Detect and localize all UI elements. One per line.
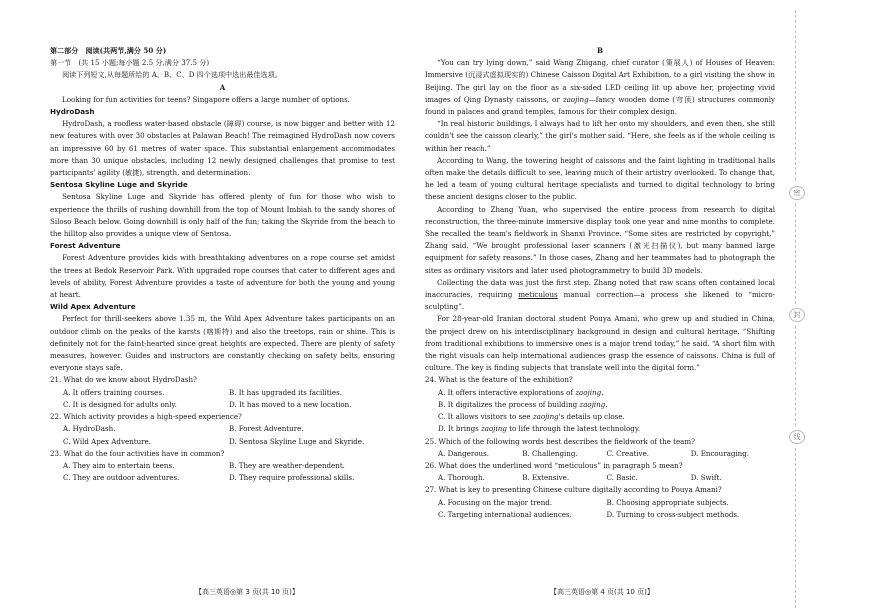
block-text: HydroDash, a roofless water-based obstacle (障碍) course, is now bigger and better with 12 new features with over 30 obstacles at Palawan Beach! The reimagined HydroDash now covers an impressive 60 by 61 metres of water space. This substantial enlargement accommodates more than 30 unique obstacles, including 12 newly designed challenges that promise to test participants' agility (敏捷), strength, and determination.	[50, 119, 395, 178]
dashed-line	[795, 10, 796, 180]
dashed-line	[795, 204, 796, 304]
question-25-options	[425, 448, 775, 460]
option: C. Targeting international audiences.	[438, 509, 572, 519]
passage-a-intro: Looking for fun activities for teens? Singapore offers a large number of options.	[62, 94, 351, 104]
binding-line	[790, 0, 802, 615]
option: D. Sentosa Skyline Luge and Skyride.	[229, 436, 365, 446]
question-27-options	[425, 497, 775, 521]
option: A. It offers interactive explorations of zaojing.	[438, 387, 604, 397]
option: B. Forest Adventure.	[229, 424, 304, 434]
page-footer-right: 【高三英语◎第 4 页(共 10 页)】	[550, 588, 654, 596]
question-24: 24. What is the feature of the exhibition?	[425, 375, 573, 385]
passage-a-label: A	[219, 82, 226, 92]
page-footer-left: 【高三英语◎第 3 页(共 10 页)】	[195, 588, 299, 596]
option: D. It brings zaojing to life through the latest technology.	[438, 424, 641, 434]
option: D. They require professional skills.	[229, 473, 355, 483]
option: D. Turning to cross-subject methods.	[606, 509, 740, 519]
binding-char-mi: 密	[789, 186, 805, 200]
block-text: Perfect for thrill-seekers above 1.35 m, the Wild Apex Adventure takes participants on an outdoor climb on the peaks of the karsts (喀斯特) and also the treetops, rain or shine. This is definitely not for the faint-hearted since great heights are expected. There are plenty of safety measures, however. Guides and instructors are constantly checking on safety belts, ensuring everyone stays safe.	[50, 314, 395, 373]
option: B. It has upgraded its facilities.	[229, 387, 342, 397]
section-title: 第一节 (共 15 小题;每小题 2.5 分,满分 37.5 分)	[50, 58, 210, 68]
option: B. Choosing appropriate subjects.	[606, 497, 729, 507]
block-text: Sentosa Skyline Luge and Skyride has offered plenty of fun for those who wish to experience the thrills of rushing downhill from the top of Mount Imbiah to the sandy shores of Siloso Beach below. Going downhill is only half of the fun; taking the Skyride from the beach to the hilltop also provides a unique view of Sentosa.	[50, 192, 395, 239]
option: D. Encouraging.	[690, 448, 750, 458]
block-heading: Sentosa Skyline Luge and Skyride	[50, 180, 188, 190]
left-column	[50, 45, 395, 484]
underlined-word: meticulous	[518, 290, 558, 300]
option: D. It has moved to a new location.	[229, 399, 352, 409]
option: C. Wild Apex Adventure.	[63, 436, 152, 446]
option: B. Extensive.	[522, 473, 570, 483]
question-21-options	[50, 387, 395, 411]
question-21: 21. What do we know about HydroDash?	[50, 375, 197, 385]
paragraph-5	[425, 277, 775, 314]
question-23: 23. What do the four activities have in common?	[50, 448, 225, 458]
question-22: 22. Which activity provides a high-speed experience?	[50, 412, 242, 422]
question-27: 27. What is key to presenting Chinese culture digitally according to Pouya Amani?	[425, 485, 722, 495]
right-column	[425, 45, 775, 521]
block-text: Forest Adventure provides kids with breathtaking adventures on a rope course set amidst the trees at Bedok Reservoir Park. With upgraded rope courses that cater to different ages and levels of ability, Forest Adventure provides a taste of adventure for both the young and young at heart.	[50, 253, 395, 300]
block-heading: Forest Adventure	[50, 241, 121, 251]
option: A. HydroDash.	[63, 424, 116, 434]
option: B. Challenging.	[522, 448, 578, 458]
instruction: 阅读下列短文,从每题所给的 A、B、C、D 四个选项中选出最佳选项。	[62, 70, 282, 80]
option: A. Dangerous.	[438, 448, 489, 458]
option: C. They are outdoor adventures.	[63, 473, 180, 483]
option: D. Swift.	[690, 473, 722, 483]
paragraph: For 28-year-old Iranian doctoral student Pouya Amani, who grew up and studied in China, the project drew on his interdisciplinary background in design and cultural heritage. “Shifting from traditional exhibitions to immersive ones is a major trend today,” he said. “A short film with the right visuals can help international audiences grasp the essence of caissons. China is full of culture. The key is finding subjects that translate well into the digital form.”	[425, 314, 775, 373]
paragraph: “In real historic buildings, I always had to lift her onto my shoulders, and even then, she still couldn't see the caisson clearly,” the girl's mother said. “Here, she feels as if the whole ceiling is within her reach.”	[425, 119, 775, 153]
paragraph: According to Wang, the towering height of caissons and the faint lighting in traditional halls often make the details difficult to see, leaving much of their artistry overlooked. To change that, he led a team of young cultural heritage specialists and turned to digital technology to bring these ancient designs closer to the public.	[425, 155, 775, 202]
option: C. Creative.	[606, 448, 650, 458]
option: A. Thorough.	[438, 473, 485, 483]
block-heading: Wild Apex Adventure	[50, 302, 136, 312]
option: B. It digitalizes the process of building zaojing.	[438, 399, 608, 409]
question-24-options	[425, 387, 775, 436]
option: C. It is designed for adults only.	[63, 399, 177, 409]
option: A. They aim to entertain teens.	[63, 460, 175, 470]
dashed-line	[795, 326, 796, 426]
paragraph: According to Zhang Yuan, who supervised the entire process from research to digital reconstruction, the three-minute immersive display took one year and nine months to complete. She recalled the team's fieldwork in Shanxi Province. “Some sites are restricted by copyright,” Zhang said. “We brought professional laser scanners (激光扫描仪), but many banned large equipment for safety reasons.” In those cases, Zhang and her teammates had to photograph the sites as ordinary visitors and later used photogrammetry to build 3D models.	[425, 204, 775, 275]
binding-char-xian: 线	[789, 430, 805, 444]
text-run: manual correction—a process she likened to “micro-sculpting”.	[425, 290, 775, 312]
question-26-options	[425, 472, 775, 484]
question-23-options	[50, 460, 395, 484]
passage-b-label: B	[597, 46, 603, 55]
option: B. They are weather-dependent.	[229, 460, 345, 470]
text-run: Collecting the data was just the first step. Zhang noted that raw scans often contained local inaccuracies, requiring	[425, 277, 775, 300]
block-heading: HydroDash	[50, 107, 95, 117]
question-25: 25. Which of the following words best describes the fieldwork of the team?	[425, 436, 695, 446]
option: A. Focusing on the major trend.	[438, 497, 553, 507]
binding-char-feng: 封	[789, 308, 805, 322]
dashed-line	[795, 448, 796, 608]
option: C. It allows visitors to see zaojing's details up close.	[438, 412, 625, 422]
question-22-options	[50, 423, 395, 447]
paragraph: “You can try lying down,” said Wang Zhigang, chief curator (策展人) of Houses of Heaven: Immersive (沉浸式虚拟现实的) Chinese Caisson Digital Art Exhibition, to a girl visiting the show in Beijing. The girl lay on the floor as a six-sided LED ceiling lit up above her, projecting vivid images of Qing Dynasty caissons, or zaojing—fancy wooden dome (穹顶) structures commonly found in palaces and grand temples, famous for their complex design.	[425, 58, 775, 117]
question-26: 26. What does the underlined word “meticulous” in paragraph 5 mean?	[425, 460, 683, 470]
part-title: 第二部分 阅读(共两节,满分 50 分)	[50, 46, 167, 55]
option: A. It offers training courses.	[63, 387, 165, 397]
option: C. Basic.	[606, 473, 638, 483]
